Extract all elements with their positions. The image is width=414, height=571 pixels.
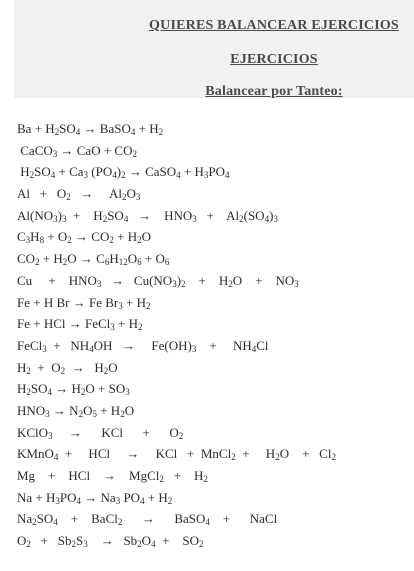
subscript: 2 [137, 539, 142, 550]
subscript: 6 [137, 257, 142, 268]
subscript: 3 [45, 408, 50, 419]
equation-text: + O [141, 251, 165, 267]
subscript: 3 [42, 343, 47, 354]
equation-text: H [17, 359, 27, 375]
equation-text: + NH [46, 337, 90, 353]
section-heading: EJERCICIOS [230, 52, 318, 67]
equation-text: + Ca [55, 164, 84, 180]
subscript: 4 [53, 452, 59, 463]
equation-text: → H [65, 359, 104, 375]
equation-line [17, 270, 412, 292]
subscript: 2 [67, 235, 72, 246]
subscript: 2 [26, 365, 31, 376]
equation-text: H [17, 381, 27, 397]
equation-text: H [30, 229, 40, 245]
subscript: 2 [199, 539, 204, 550]
equation-text: → Cu(NO [101, 272, 173, 288]
subscript: 4 [76, 495, 82, 506]
equation-text: + H [96, 402, 121, 418]
page-title: QUIERES BALANCEAR EJERCICIOS [149, 18, 399, 33]
subscript: 2 [145, 300, 151, 311]
subscript: 2 [167, 495, 173, 506]
subscript: 2 [231, 452, 236, 463]
subscript: 3 [273, 213, 278, 224]
subscript: 2 [275, 452, 280, 463]
subscript: 2 [117, 517, 123, 528]
subscript: 6 [104, 257, 110, 268]
equation-text: Fe + H Br → Fe Br [17, 294, 119, 310]
subscript: 2 [80, 387, 86, 398]
subscript: 3 [52, 148, 58, 159]
equation-text: → Al [70, 186, 123, 202]
subscript: 4 [89, 343, 94, 354]
equation-text: PO [59, 489, 77, 505]
equation-line [17, 205, 412, 227]
subscript: 2 [120, 408, 125, 419]
equation-text: + H [39, 251, 63, 267]
subscript: 4 [205, 517, 210, 528]
equation-text: → Na [81, 489, 116, 505]
equation-text: Al(NO [17, 207, 54, 223]
equation-text: O [108, 359, 118, 375]
subscript: 2 [228, 278, 233, 289]
equation-text: O [124, 402, 135, 418]
equation-text: → CaSO [125, 164, 177, 180]
equation-text: → H [52, 381, 81, 397]
equation-text: CO [17, 251, 36, 267]
subscript: 4 [123, 213, 129, 224]
subscript: 3 [172, 278, 177, 289]
equation-text: + Al [196, 207, 240, 223]
subscript: 3 [191, 343, 197, 354]
equation-text: ) [57, 207, 62, 223]
equation-text: + HCl → KCl + MnCl [58, 446, 232, 462]
subscript: 2 [137, 235, 142, 246]
subscript: 2 [29, 170, 35, 181]
equation-line [17, 118, 412, 140]
subscript: 2 [35, 257, 40, 268]
equation-text: + O [30, 359, 61, 375]
equation-line [17, 422, 412, 444]
subscript: 2 [103, 365, 109, 376]
subscript: 3 [48, 430, 53, 441]
equation-text: O [127, 251, 138, 267]
subscript: 2 [71, 539, 76, 550]
equation-text: + H [180, 164, 204, 180]
equation-text: + H [114, 316, 139, 332]
equation-line [17, 378, 412, 400]
equation-text: PO [208, 164, 226, 180]
equation-text: Ba + H [17, 121, 55, 136]
equation-text: + H [66, 207, 103, 223]
subscript: 2 [181, 278, 186, 289]
equation-text: + SO [155, 533, 200, 549]
equation-text: → BaSO [80, 121, 131, 136]
subscript: 2 [203, 474, 208, 484]
equation-text: → HNO [128, 207, 193, 223]
equation-line [17, 443, 412, 465]
subscript: 3 [96, 278, 102, 289]
subscript: 5 [92, 408, 97, 419]
subscript: 2 [122, 192, 127, 203]
equation-text: HNO [17, 402, 46, 418]
equation-text: Cu + HNO [17, 272, 97, 288]
equation-text: → BaSO [122, 511, 206, 527]
equation-text: SO [34, 164, 51, 180]
subscript: 2 [54, 127, 60, 137]
equation-text: FeCl [17, 337, 43, 353]
equation-text: + H [163, 468, 204, 483]
equation-line [17, 465, 412, 487]
equation-text: O [126, 186, 136, 202]
subscript: 3 [192, 213, 197, 224]
equation-text: (PO [88, 164, 113, 180]
equation-text: Cl [256, 337, 269, 353]
subscript: 2 [132, 148, 137, 159]
equation-line [17, 183, 412, 205]
equation-text: O → C [67, 251, 105, 267]
equation-line [17, 313, 412, 335]
equation-line [17, 530, 412, 552]
subscript: 2 [239, 213, 244, 224]
subscript: 4 [112, 170, 117, 181]
subscript: 2 [62, 257, 68, 268]
subscript: 2 [121, 170, 126, 181]
equation-text: O [141, 229, 151, 245]
equation-text: Na + H [17, 489, 56, 505]
equation-text: ) [176, 272, 182, 288]
equation-text: SO [59, 121, 76, 136]
equation-line [17, 400, 412, 422]
equation-text: C [17, 229, 26, 245]
subscript: 4 [140, 495, 145, 506]
subscript: 4 [151, 539, 156, 550]
subscript: 2 [26, 387, 31, 398]
equation-text: → KCl + O [52, 424, 179, 440]
equation-text: → CO [71, 229, 110, 245]
subscript: 4 [130, 127, 136, 137]
subscript: 12 [118, 257, 128, 268]
equation-line [17, 140, 412, 162]
subscript: 2 [78, 408, 84, 419]
equation-text: Na [17, 511, 33, 527]
equation-line [17, 357, 412, 379]
equation-text: O [17, 533, 27, 549]
equation-text: + H [235, 446, 276, 462]
equation-text: + BaCl [57, 511, 118, 527]
subscript: 3 [115, 495, 121, 506]
subscript: 3 [55, 495, 60, 506]
equation-line [17, 248, 412, 270]
subscript: 4 [225, 170, 230, 181]
subscript: 3 [203, 170, 209, 181]
equation-text: CaCO [17, 142, 53, 158]
equation-line [17, 161, 412, 183]
equation-text: → CaO + CO [57, 142, 133, 158]
subscript: 3 [110, 322, 115, 333]
equation-text: O + NO [232, 272, 295, 288]
equation-text: + H [122, 294, 146, 310]
subscript: 3 [53, 213, 58, 224]
equation-text: + H [135, 121, 159, 136]
equation-text: PO [120, 489, 141, 505]
equation-text: O + Cl [279, 446, 332, 462]
equation-text: KClO [17, 424, 49, 440]
subscript: 2 [26, 539, 31, 550]
equation-text: KMnO [17, 446, 54, 462]
equation-line [17, 487, 412, 509]
equation-text: SO [30, 381, 48, 397]
equation-text: SO [107, 207, 124, 223]
equation-line [17, 292, 412, 314]
subscript: 3 [125, 387, 130, 398]
subscript: 4 [50, 170, 56, 181]
subscript: 2 [331, 452, 336, 463]
equation-text: SO [36, 511, 54, 527]
subscript: 2 [32, 517, 37, 528]
subscript: 4 [176, 170, 181, 181]
equation-text: + H [185, 272, 229, 288]
equation-text: + NaCl [209, 511, 278, 527]
equation-text: ) [116, 164, 122, 180]
equation-text: Mg + HCl → MgCl [17, 468, 160, 483]
equation-line [17, 508, 412, 530]
equation-text: + H [144, 489, 168, 505]
equation-line [17, 226, 412, 248]
equation-text: → N [49, 402, 79, 418]
equation-text: → Sb [87, 533, 138, 549]
subscript: 3 [61, 213, 67, 224]
equation-text: + O [44, 229, 68, 245]
subscript: 3 [135, 192, 141, 203]
subscript: 3 [83, 539, 88, 550]
subscript: 3 [118, 300, 123, 311]
method-heading: Balancear por Tanteo: [205, 84, 343, 99]
subscript: 4 [53, 517, 58, 528]
equation-text: Al + O [17, 186, 67, 202]
subscript: 3 [25, 235, 31, 246]
equation-list [17, 118, 412, 552]
equation-text: H [109, 251, 119, 267]
equation-text: + Sb [30, 533, 72, 549]
equation-text: O [141, 533, 152, 549]
equation-text: OH → Fe(OH) [93, 337, 192, 353]
equation-text: + NH [196, 337, 252, 353]
equation-line [17, 335, 412, 357]
subscript: 2 [102, 213, 108, 224]
equation-text: S [75, 533, 84, 549]
equation-text: O [83, 402, 93, 418]
subscript: 4 [251, 343, 257, 354]
equation-text: (SO [243, 207, 265, 223]
subscript: 2 [159, 474, 164, 484]
equation-text: ) [269, 207, 274, 223]
header-band [14, 0, 414, 98]
subscript: 4 [264, 213, 270, 224]
equation-text: O + SO [85, 381, 126, 397]
subscript: 2 [158, 127, 164, 137]
equation-text: + H [113, 229, 138, 245]
subscript: 4 [75, 127, 81, 137]
subscript: 4 [47, 387, 53, 398]
subscript: 2 [138, 322, 143, 333]
subscript: 8 [39, 235, 45, 246]
subscript: 2 [60, 365, 66, 376]
subscript: 6 [164, 257, 170, 268]
equation-text: Fe + HCl → FeCl [17, 316, 111, 332]
subscript: 3 [294, 278, 299, 289]
subscript: 2 [109, 235, 114, 246]
equation-text: H [17, 164, 30, 180]
subscript: 3 [83, 170, 89, 181]
subscript: 2 [66, 192, 71, 203]
subscript: 2 [178, 430, 184, 441]
